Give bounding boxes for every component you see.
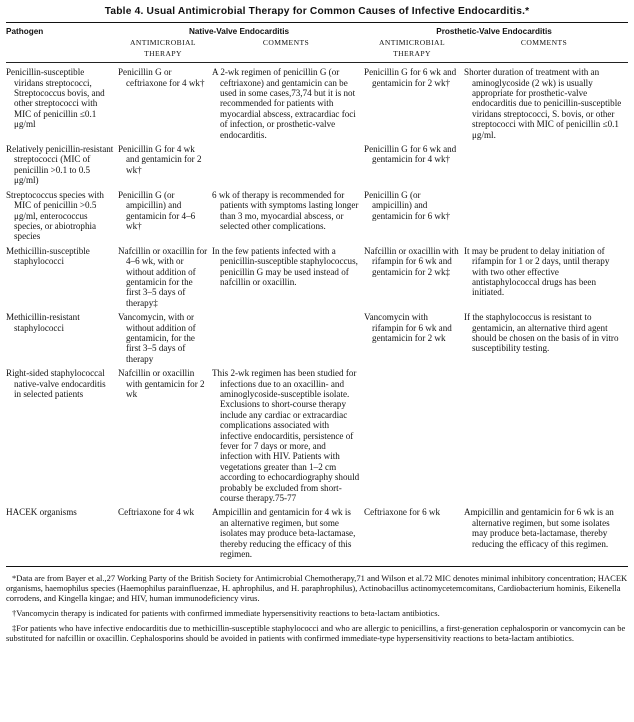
prosthetic-comments-cell: It may be prudent to delay initiation of rifampin for 1 or 2 days, until therapy with two other effective antistaphylococcal drugs has been initiated. (464, 245, 610, 298)
native-therapy-subheader: ANTIMICROBIAL THERAPY (130, 38, 196, 58)
native-therapy-cell: Nafcillin or oxacillin for 4–6 wk, with or without addition of gentamicin for the first 3–5 days of therapy‡ (118, 245, 208, 308)
native-comments-subheader: COMMENTS (262, 38, 310, 48)
native-comments-cell: 6 wk of therapy is recommended for patients with symptoms lasting longer than 3 mo, myocardial abscess, or selected other complications. (212, 189, 359, 231)
native-valve-header: Native-Valve Endocarditis (188, 27, 290, 36)
native-therapy-cell: Penicillin G or ceftriaxone for 4 wk† (118, 67, 205, 88)
prosthetic-therapy-cell: Penicillin G (or ampicillin) and gentamicin for 6 wk† (364, 189, 451, 221)
therapy-table (6, 23, 628, 567)
prosthetic-therapy-cell (364, 364, 464, 503)
native-comments-cell (212, 140, 364, 186)
prosthetic-valve-header: Prosthetic-Valve Endocarditis (436, 27, 552, 36)
table-row (6, 503, 628, 559)
native-therapy-cell: Nafcillin or oxacillin with gentamicin for 2 wk (118, 368, 205, 399)
prosthetic-therapy-cell: Penicillin G for 6 wk and gentamicin for 4 wk† (364, 144, 457, 165)
native-comments-cell: A 2-wk regimen of penicillin G (or ceftriaxone) and gentamicin can be used in some cases,73,74 but it is not recommended for patients with myocardial abscess, extracardiac foci of infection, or prosthetic-valve endocarditis. (212, 67, 356, 140)
native-therapy-cell: Vancomycin, with or without addition of gentamicin, for the first 3–5 days of therapy (118, 312, 196, 364)
native-therapy-cell: Penicillin G (or ampicillin) and gentamicin for 4–6 wk† (118, 189, 196, 231)
table-row (6, 364, 628, 503)
prosthetic-therapy-subheader: ANTIMICROBIAL THERAPY (379, 38, 445, 58)
header-row (6, 23, 628, 37)
table-row (6, 242, 628, 308)
table-row (6, 140, 628, 186)
native-comments-cell: This 2-wk regimen has been studied for infections due to an oxacillin- and aminoglycoside-susceptible isolate. Exclusions to short-course therapy include any cardiac or extracardiac complications associated with infective endocarditis, persistence of fever for 7 days or more, and infection with HIV. Patients with vegetations greater than 1–2 cm according to echocardiography should probably be excluded from short-course therapy.75-77 (212, 368, 360, 504)
pathogen-cell: Streptococcus species with MIC of penicillin >0.5 μg/ml, enterococcus species, or abiotrophia species (6, 189, 104, 242)
subheader-row (6, 37, 628, 62)
table-row (6, 186, 628, 242)
prosthetic-comments-cell (464, 140, 628, 186)
pathogen-cell: Methicillin-resistant staphylococci (6, 312, 80, 333)
prosthetic-comments-subheader: COMMENTS (520, 38, 568, 48)
bottom-rule (6, 566, 628, 567)
pathogen-cell: HACEK organisms (6, 507, 77, 518)
footnote: ‡For patients who have infective endocarditis due to methicillin-susceptible staphylococci and who are allergic to penicillins, a first-generation cephalosporin or vancomycin can be substituted for nafcillin or oxacillin. Cephalosporins should be avoided in patients with confirmed immediate-type hypersensitivity reactions to beta-lactam antibiotics. (6, 622, 626, 643)
prosthetic-comments-cell (464, 186, 628, 242)
native-comments-cell (212, 308, 364, 364)
prosthetic-therapy-cell: Nafcillin or oxacillin with rifampin for 6 wk and gentamicin for 2 wk‡ (364, 245, 459, 277)
prosthetic-comments-cell (464, 364, 628, 503)
prosthetic-therapy-cell: Penicillin G for 6 wk and gentamicin for 2 wk† (364, 67, 457, 88)
footnote: *Data are from Bayer et al.,27 Working Party of the British Society for Antimicrobial Chemotherapy,71 and Wilson et al.72 MIC denotes minimal inhibitory concentration; HACEK organisms, haemophilus species (Haemophilus parainfluenzae, H. aphrophilus, and H. paraphrophilus), Actinobacillus actinomycetemcomitans, Cardiobacterium hominis, Eikenella corrodens, and Kingella kingae; and HIV, human immunodeficiency virus. (6, 572, 628, 603)
prosthetic-comments-cell: If the staphylococcus is resistant to gentamicin, an alternative third agent should be chosen on the basis of in vitro susceptibility testing. (464, 312, 619, 354)
table-title: Table 4. Usual Antimicrobial Therapy for Common Causes of Infective Endocarditis.* (104, 6, 530, 17)
pathogen-cell: Methicillin-susceptible staphylococci (6, 245, 90, 267)
native-comments-cell: In the few patients infected with a penicillin-susceptible staphylococcus, penicillin G may be used instead of nafcillin or oxacillin. (212, 245, 358, 287)
native-therapy-cell: Penicillin G for 4 wk and gentamicin for 2 wk† (118, 144, 202, 175)
native-comments-cell: Ampicillin and gentamicin for 4 wk is an alternative regimen, but some isolates may produce beta-lactamase, thereby reducing the efficacy of this regimen. (212, 507, 356, 560)
table-row (6, 308, 628, 364)
footnotes (6, 573, 628, 643)
table-row (6, 63, 628, 140)
pathogen-cell: Relatively penicillin-resistant streptococci (MIC of penicillin >0.1 to 0.5 μg/ml) (6, 144, 114, 186)
footnote: †Vancomycin therapy is indicated for patients with confirmed immediate hypersensitivity reactions to beta-lactam antibiotics. (12, 607, 440, 618)
prosthetic-therapy-cell: Vancomycin with rifampin for 6 wk and gentamicin for 2 wk (364, 312, 452, 343)
native-therapy-cell: Ceftriaxone for 4 wk (118, 507, 195, 518)
pathogen-header: Pathogen (6, 27, 44, 36)
pathogen-cell: Right-sided staphylococcal native-valve endocarditis in selected patients (6, 368, 106, 399)
prosthetic-comments-cell: Shorter duration of treatment with an aminoglycoside (2 wk) is usually appropriate for prosthetic-valve endocarditis due to penicillin-susceptible viridans streptococci, S. bovis, or other streptococci with MIC of penicillin ≤0.1 μg/ml. (464, 67, 622, 140)
pathogen-cell: Penicillin-susceptible viridans streptococci, Streptococcus bovis, and other streptococci with MIC of penicillin ≤0.1 μg/ml (6, 67, 105, 130)
prosthetic-therapy-cell: Ceftriaxone for 6 wk (364, 507, 441, 518)
prosthetic-comments-cell: Ampicillin and gentamicin for 6 wk is an alternative regimen, but some isolates may produce beta-lactamase, thereby reducing the efficacy of this regimen. (464, 507, 614, 549)
